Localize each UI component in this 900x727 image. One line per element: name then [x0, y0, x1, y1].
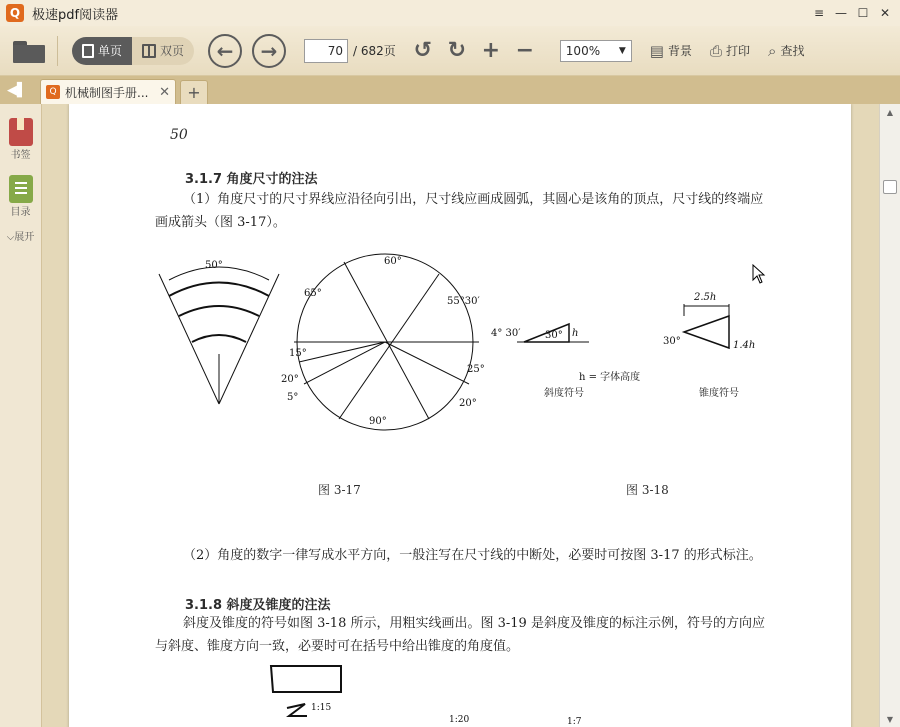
fig-label: 锥度符号 — [699, 388, 739, 399]
page-number-input[interactable]: 70 — [304, 39, 348, 63]
pdf-file-icon: Q — [46, 85, 60, 99]
fig-label: h — [572, 328, 579, 339]
minimize-icon[interactable]: — — [835, 6, 847, 20]
close-icon[interactable]: ✕ — [879, 6, 891, 20]
prev-page-button[interactable] — [208, 34, 242, 68]
background-button[interactable] — [650, 42, 692, 60]
new-tab-button[interactable] — [180, 80, 208, 104]
mouse-cursor-icon — [752, 264, 766, 284]
print-label: 打印 — [726, 44, 751, 58]
find-button[interactable] — [768, 42, 804, 60]
vertical-scrollbar[interactable] — [879, 104, 900, 727]
page-number: 50 — [170, 127, 188, 143]
plus-icon: + — [187, 83, 201, 102]
fig-label: 1:20 — [449, 715, 470, 725]
title-bar — [0, 0, 900, 26]
view-mode-toggle — [72, 37, 194, 65]
print-button[interactable] — [710, 42, 750, 60]
double-page-icon — [142, 44, 156, 58]
figure-3-17-3-18 — [149, 244, 769, 444]
collapse-sidebar-icon[interactable]: ◀▌ — [7, 82, 27, 98]
page-total: / 682页 — [353, 44, 396, 58]
toc-label: 目录 — [10, 207, 31, 218]
scroll-up-icon[interactable]: ▲ — [886, 107, 894, 117]
fig-label: 1.4h — [733, 340, 756, 351]
single-page-icon — [82, 44, 94, 58]
bookmark-icon — [9, 118, 33, 146]
paragraph: 斜度及锥度的符号如图 3-18 所示，用粗实线画出。图 3-19 是斜度及锥度的标注示例，符号的方向应与斜度、锥度方向一致，必要时可在括号中给出锥度的角度值。 — [155, 616, 765, 654]
paragraph: （1）角度尺寸的尺寸界线应沿径向引出，尺寸线应画成圆弧，其圆心是该角的顶点，尺寸线的终端应画成箭头（图 3-17）。 — [155, 192, 764, 230]
scrollbar-thumb[interactable] — [883, 180, 897, 194]
section-heading: 3.1.7 角度尺寸的注法 — [185, 172, 318, 187]
find-label: 查找 — [780, 44, 805, 58]
fig-label: 30° — [663, 336, 681, 347]
double-page-label: 双页 — [160, 44, 185, 58]
sidebar-item-bookmarks[interactable] — [0, 118, 41, 161]
background-icon: ▤ — [649, 41, 664, 60]
fig-label: 20° — [459, 398, 477, 409]
menu-icon[interactable]: ≡ — [813, 6, 825, 20]
fig-label: 55°30′ — [447, 296, 480, 307]
bookmarks-label: 书签 — [10, 150, 31, 161]
fig-label: 5° — [287, 392, 299, 403]
double-page-button[interactable] — [132, 37, 194, 65]
fig-label: 30° — [545, 330, 563, 341]
fig-label: h = 字体高度 — [579, 372, 641, 383]
fig-label: 25° — [467, 364, 485, 375]
fig-label: 斜度符号 — [544, 388, 584, 399]
app-logo-icon: Q — [6, 4, 24, 22]
zoom-in-icon[interactable]: + — [481, 38, 501, 63]
document-tab[interactable] — [40, 79, 176, 104]
single-page-label: 单页 — [98, 44, 123, 58]
fig-label: 20° — [281, 374, 299, 385]
toc-icon — [9, 175, 33, 203]
pdf-page — [69, 104, 851, 727]
zoom-out-icon[interactable]: − — [515, 38, 535, 63]
fig-label: 60° — [384, 256, 402, 267]
arrow-left-icon: ← — [216, 38, 234, 63]
arrow-right-icon: → — [260, 38, 278, 63]
sidebar-item-toc[interactable] — [0, 175, 41, 218]
figure-3-19-partial — [269, 664, 629, 727]
fig-label: 1:15 — [311, 703, 332, 713]
chevron-down-icon: ⌵ — [6, 232, 15, 243]
single-page-button[interactable] — [72, 37, 132, 65]
fig-label: 15° — [289, 348, 307, 359]
next-page-button[interactable] — [252, 34, 286, 68]
tab-bar — [0, 76, 900, 104]
open-folder-icon[interactable] — [13, 39, 45, 63]
toolbar — [0, 26, 900, 76]
background-label: 背景 — [667, 44, 692, 58]
tab-close-icon[interactable]: ✕ — [159, 84, 170, 100]
zoom-value: 100% — [565, 43, 601, 58]
rotate-right-icon[interactable]: ↻ — [447, 38, 467, 63]
section-heading: 3.1.8 斜度及锥度的注法 — [185, 598, 331, 613]
paragraph: （2）角度的数字一律写成水平方向，一般注写在尺寸线的中断处，必要时可按图 3-17 的形式标注。 — [183, 548, 762, 563]
fig-label: 4° 30′ — [491, 328, 521, 339]
sidebar — [0, 104, 42, 727]
window-title: 极速pdf阅读器 — [32, 7, 119, 23]
maximize-icon[interactable]: ☐ — [857, 6, 869, 20]
figure-caption: 图 3-17 — [318, 483, 361, 497]
document-viewer[interactable] — [42, 104, 879, 727]
fig-label: 50° — [205, 260, 223, 271]
fig-label: 2.5h — [694, 292, 717, 303]
chevron-down-icon: ▼ — [618, 45, 626, 56]
sidebar-expand-button[interactable] — [0, 228, 41, 243]
rotate-left-icon[interactable]: ↺ — [413, 38, 433, 63]
printer-icon: ⎙ — [710, 41, 723, 60]
figure-caption: 图 3-18 — [626, 483, 669, 497]
toolbar-divider — [57, 36, 58, 66]
search-icon: ⌕ — [768, 41, 777, 60]
fig-label: 65° — [304, 288, 322, 299]
tab-label: 机械制图手册... — [65, 85, 149, 100]
zoom-select[interactable] — [560, 40, 632, 62]
expand-label: 展开 — [14, 232, 35, 243]
fig-label: 1:7 — [567, 717, 582, 727]
fig-label: 90° — [369, 416, 387, 427]
scroll-down-icon[interactable]: ▼ — [886, 714, 894, 724]
